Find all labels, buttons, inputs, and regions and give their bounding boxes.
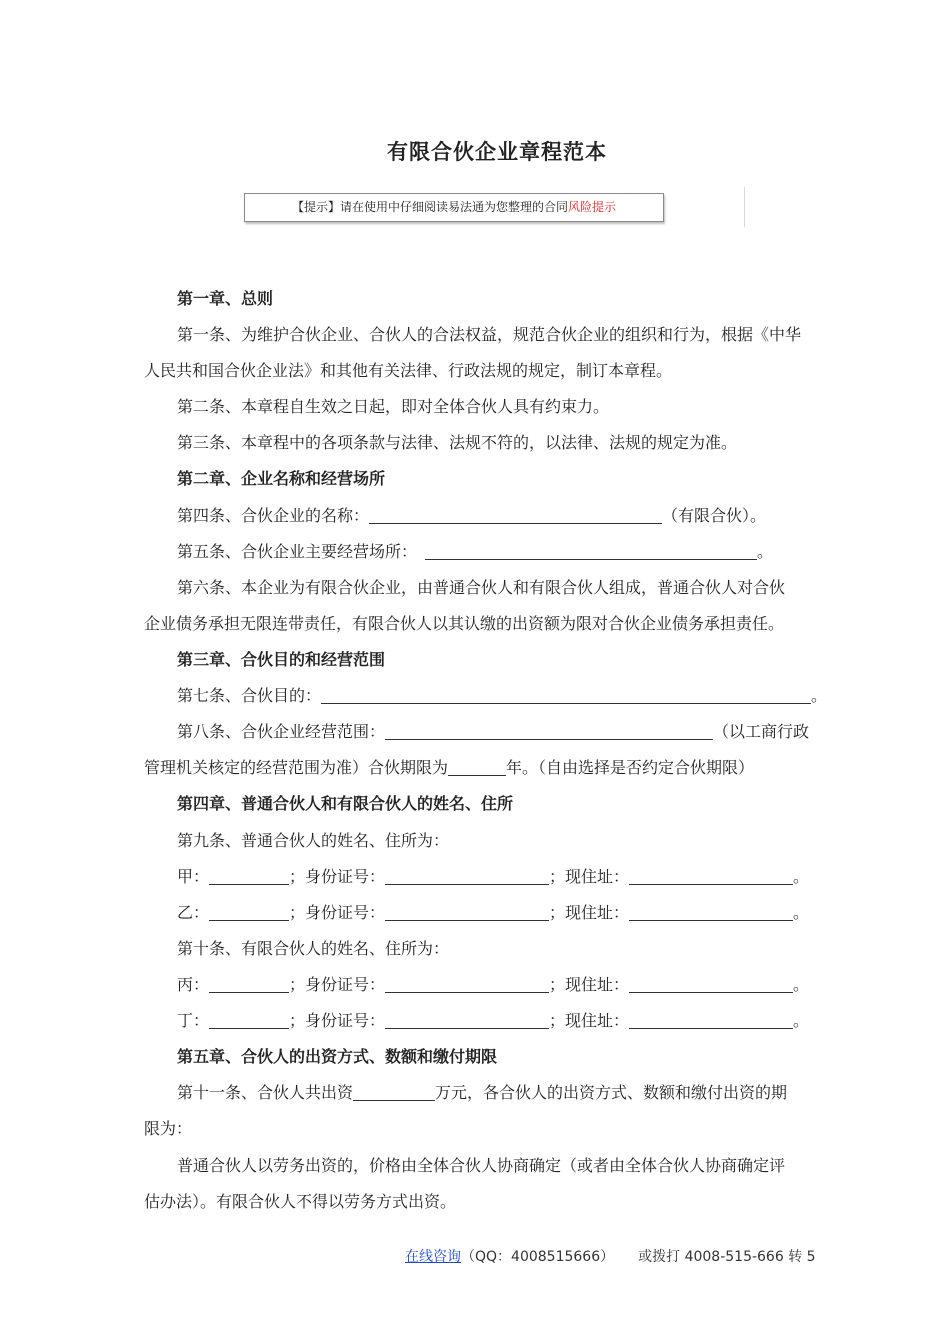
name-blank[interactable]: [209, 975, 289, 993]
partner-row-yi: 乙： ；身份证号： ；现住址： 。: [177, 903, 810, 922]
article-6-line-2: 企业债务承担无限连带责任，有限合伙人以其认缴的出资额为限对合伙企业债务承担责任。: [144, 614, 785, 633]
business-scope-blank[interactable]: [385, 722, 713, 740]
online-consult-link[interactable]: 在线咨询: [405, 1249, 461, 1265]
address-blank[interactable]: [629, 975, 793, 993]
partnership-purpose-blank[interactable]: [321, 686, 811, 704]
article-3: 第三条、本章程中的各项条款与法律、法规不符的，以法律、法规的规定为准。: [177, 433, 738, 452]
risk-tip-link[interactable]: 风险提示: [568, 200, 617, 214]
chapter-5-heading: 第五章、合伙人的出资方式、数额和缴付期限: [177, 1047, 498, 1066]
document-title: 有限合伙企业章程范本: [387, 140, 607, 164]
article-9: 第九条、普通合伙人的姓名、住所为：: [177, 831, 450, 850]
article-8-line-2: 管理机关核定的经营范围为准）合伙期限为 年。（自由选择是否约定合伙期限）: [144, 758, 755, 777]
article-6-line-1: 第六条、本企业为有限合伙企业，由普通合伙人和有限合伙人组成，普通合伙人对合伙: [177, 578, 786, 597]
term-years-blank[interactable]: [448, 758, 506, 776]
id-number-blank[interactable]: [385, 975, 549, 993]
name-blank[interactable]: [209, 903, 289, 921]
capital-amount-blank[interactable]: [353, 1083, 435, 1101]
article-10: 第十条、有限合伙人的姓名、住所为：: [177, 939, 450, 958]
id-number-blank[interactable]: [385, 1011, 549, 1029]
partner-row-ding: 丁： ；身份证号： ；现住址： 。: [177, 1011, 810, 1030]
chapter-4-heading: 第四章、普通合伙人和有限合伙人的姓名、住所: [177, 794, 514, 813]
business-address-blank[interactable]: [425, 542, 757, 560]
footer-contact: [405, 1246, 816, 1266]
qq-number: （QQ：4008515666）: [461, 1249, 615, 1265]
id-number-blank[interactable]: [385, 903, 549, 921]
partner-row-bing: 丙： ；身份证号： ；现住址： 。: [177, 975, 810, 994]
chapter-1-heading: 第一章、总则: [177, 289, 274, 308]
name-blank[interactable]: [209, 1011, 289, 1029]
labor-contribution-line-2: 估办法）。有限合伙人不得以劳务方式出资。: [144, 1192, 457, 1211]
article-11-line-2: 限为：: [144, 1119, 193, 1138]
article-5: 第五条、合伙企业主要经营场所： 。: [177, 542, 774, 561]
article-4: 第四条、合伙企业的名称： （有限合伙）。: [177, 506, 767, 525]
company-name-blank[interactable]: [369, 506, 662, 524]
address-blank[interactable]: [629, 867, 793, 885]
risk-tip-banner[interactable]: [244, 193, 664, 222]
article-1-line-2: 人民共和国合伙企业法》和其他有关法律、行政法规的规定，制订本章程。: [144, 361, 673, 380]
chapter-3-heading: 第三章、合伙目的和经营范围: [177, 650, 386, 669]
article-7: 第七条、合伙目的： 。: [177, 686, 828, 705]
article-11-line-1: 第十一条、合伙人共出资 万元，各合伙人的出资方式、数额和缴付出资的期: [177, 1083, 788, 1102]
chapter-2-heading: 第二章、企业名称和经营场所: [177, 469, 386, 488]
address-blank[interactable]: [629, 903, 793, 921]
article-2: 第二条、本章程自生效之日起，即对全体合伙人具有约束力。: [177, 397, 610, 416]
id-number-blank[interactable]: [385, 867, 549, 885]
divider: [744, 187, 745, 227]
phone-number: 或拨打 4008-515-666 转 5: [638, 1249, 816, 1265]
article-1-line-1: 第一条、为维护合伙企业、合伙人的合法权益，规范合伙企业的组织和行为，根据《中华: [177, 325, 802, 344]
name-blank[interactable]: [209, 867, 289, 885]
address-blank[interactable]: [629, 1011, 793, 1029]
tip-text: 【提示】请在使用中仔细阅读易法通为您整理的合同: [291, 200, 568, 214]
partner-row-jia: 甲： ；身份证号： ；现住址： 。: [177, 867, 810, 886]
article-8-line-1: 第八条、合伙企业经营范围： （以工商行政: [177, 722, 810, 741]
labor-contribution-line-1: 普通合伙人以劳务出资的，价格由全体合伙人协商确定（或者由全体合伙人协商确定评: [177, 1156, 786, 1175]
